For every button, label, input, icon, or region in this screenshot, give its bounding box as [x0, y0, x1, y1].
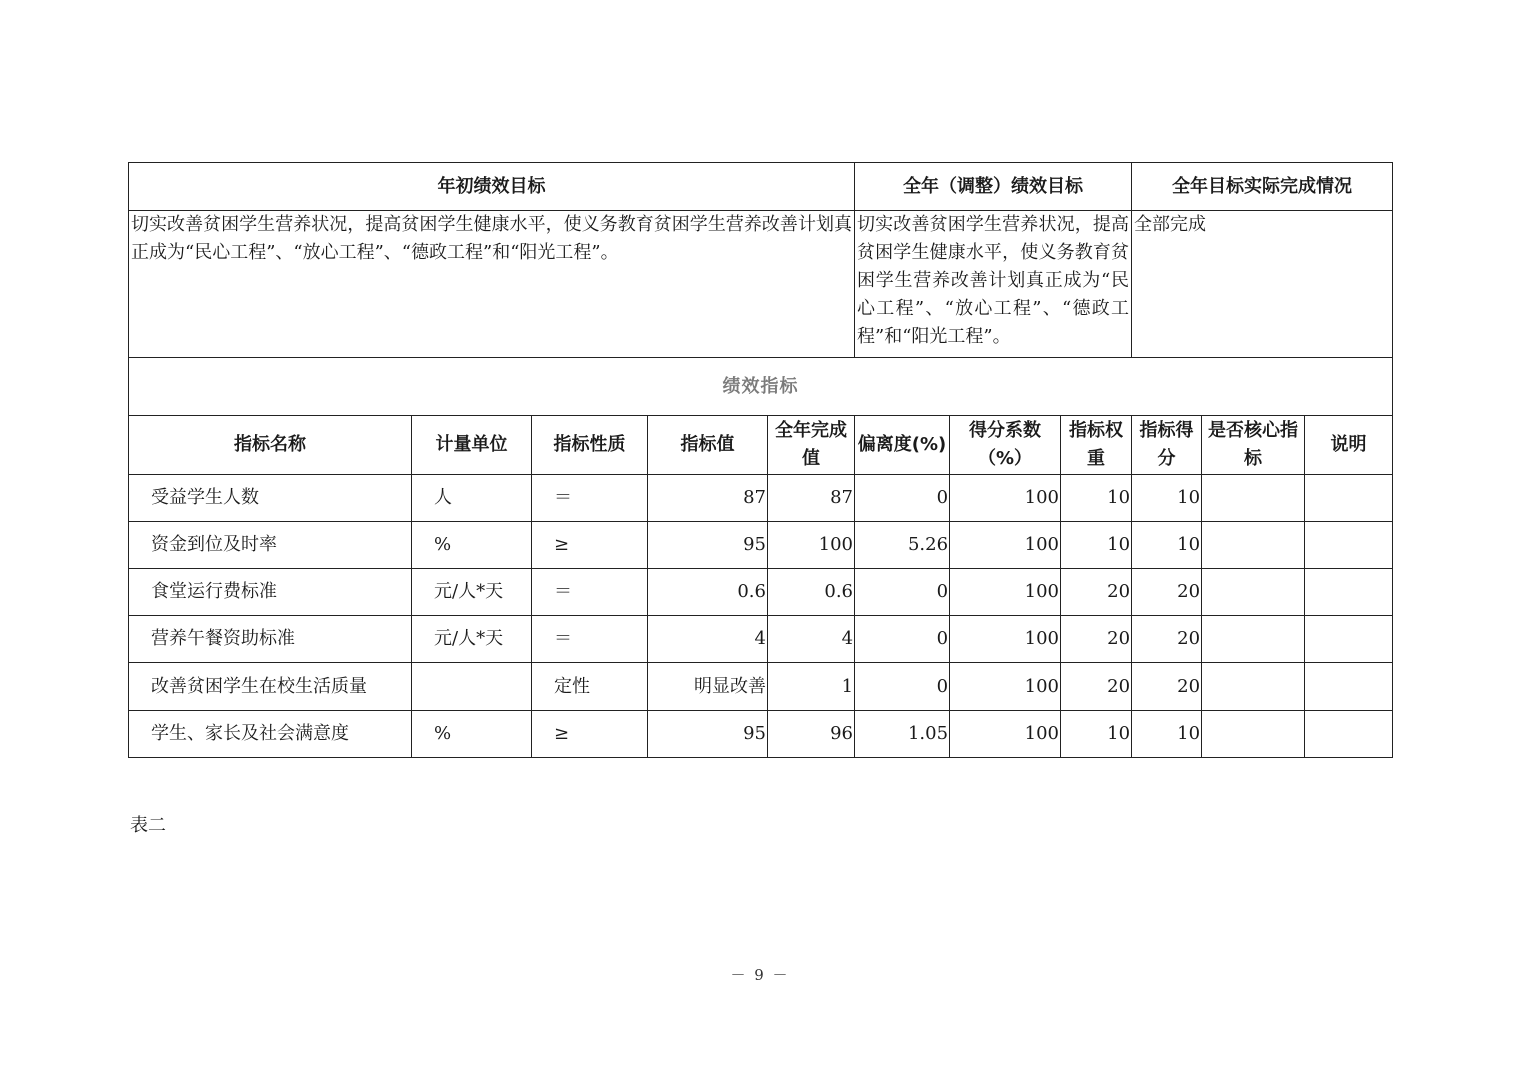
- row-weight: 20: [1061, 616, 1132, 663]
- row-deviation: 0: [855, 475, 950, 522]
- row-score: 20: [1132, 616, 1202, 663]
- row-note: [1305, 711, 1393, 758]
- table-row: [129, 711, 1393, 758]
- row-unit: 元/人*天: [412, 569, 532, 616]
- col-header-core: 是否核心指标: [1202, 416, 1305, 475]
- row-value: 明显改善: [648, 663, 768, 711]
- row-core: [1202, 663, 1305, 711]
- table-row: [129, 475, 1393, 522]
- row-completed: 87: [768, 475, 855, 522]
- row-core: [1202, 569, 1305, 616]
- page-number: － 9 －: [730, 966, 790, 984]
- col-header-note: 说明: [1305, 416, 1393, 475]
- row-unit: 人: [412, 475, 532, 522]
- row-deviation: 0: [855, 616, 950, 663]
- row-weight: 20: [1061, 569, 1132, 616]
- row-coefficient: 100: [950, 711, 1061, 758]
- table-row: [129, 663, 1393, 711]
- actual-completion-text: 全部完成: [1132, 211, 1393, 358]
- col-header-value: 指标值: [648, 416, 768, 475]
- col-header-coefficient: 得分系数（%）: [950, 416, 1061, 475]
- initial-goal-header: 年初绩效目标: [129, 163, 855, 211]
- adjusted-goal-header: 全年（调整）绩效目标: [855, 163, 1132, 211]
- row-score: 10: [1132, 475, 1202, 522]
- row-core: [1202, 711, 1305, 758]
- row-note: [1305, 522, 1393, 569]
- row-name: 食堂运行费标准: [129, 569, 412, 616]
- row-weight: 10: [1061, 475, 1132, 522]
- adjusted-goal-text: 切实改善贫困学生营养状况，提高贫困学生健康水平，使义务教育贫困学生营养改善计划真正成为“民心工程”、“放心工程”、“德政工程”和“阳光工程”。: [855, 211, 1132, 358]
- row-coefficient: 100: [950, 475, 1061, 522]
- row-completed: 100: [768, 522, 855, 569]
- col-header-weight: 指标权重: [1061, 416, 1132, 475]
- row-score: 20: [1132, 569, 1202, 616]
- row-value: 0.6: [648, 569, 768, 616]
- row-core: [1202, 475, 1305, 522]
- row-nature: 定性: [532, 663, 648, 711]
- row-deviation: 5.26: [855, 522, 950, 569]
- row-nature: ≥: [532, 711, 648, 758]
- initial-goal-text: 切实改善贫困学生营养状况，提高贫困学生健康水平，使义务教育贫困学生营养改善计划真正成为“民心工程”、“放心工程”、“德政工程”和“阳光工程”。: [129, 211, 855, 358]
- table-row: [129, 569, 1393, 616]
- table-row: [129, 616, 1393, 663]
- goals-content-row: [129, 211, 1393, 358]
- row-score: 20: [1132, 663, 1202, 711]
- row-name: 受益学生人数: [129, 475, 412, 522]
- col-header-unit: 计量单位: [412, 416, 532, 475]
- row-core: [1202, 616, 1305, 663]
- table-caption: 表二: [130, 815, 166, 836]
- row-unit: 元/人*天: [412, 616, 532, 663]
- row-coefficient: 100: [950, 616, 1061, 663]
- row-name: 学生、家长及社会满意度: [129, 711, 412, 758]
- row-name: 改善贫困学生在校生活质量: [129, 663, 412, 711]
- row-weight: 20: [1061, 663, 1132, 711]
- row-value: 4: [648, 616, 768, 663]
- row-deviation: 0: [855, 569, 950, 616]
- row-nature: ＝: [532, 569, 648, 616]
- row-completed: 1: [768, 663, 855, 711]
- row-coefficient: 100: [950, 663, 1061, 711]
- row-name: 营养午餐资助标准: [129, 616, 412, 663]
- section-title-row: [129, 358, 1393, 416]
- row-completed: 96: [768, 711, 855, 758]
- row-nature: ＝: [532, 475, 648, 522]
- row-unit: [412, 663, 532, 711]
- row-deviation: 1.05: [855, 711, 950, 758]
- row-coefficient: 100: [950, 522, 1061, 569]
- row-value: 87: [648, 475, 768, 522]
- row-core: [1202, 522, 1305, 569]
- row-value: 95: [648, 711, 768, 758]
- goals-header-row: [129, 163, 1393, 211]
- row-name: 资金到位及时率: [129, 522, 412, 569]
- indicators-section-title: 绩效指标: [129, 358, 1393, 416]
- row-note: [1305, 569, 1393, 616]
- row-note: [1305, 475, 1393, 522]
- row-unit: %: [412, 522, 532, 569]
- row-weight: 10: [1061, 522, 1132, 569]
- row-completed: 0.6: [768, 569, 855, 616]
- row-deviation: 0: [855, 663, 950, 711]
- row-nature: ＝: [532, 616, 648, 663]
- row-completed: 4: [768, 616, 855, 663]
- actual-completion-header: 全年目标实际完成情况: [1132, 163, 1393, 211]
- row-value: 95: [648, 522, 768, 569]
- row-coefficient: 100: [950, 569, 1061, 616]
- row-unit: %: [412, 711, 532, 758]
- col-header-name: 指标名称: [129, 416, 412, 475]
- col-header-deviation: 偏离度(%): [855, 416, 950, 475]
- row-nature: ≥: [532, 522, 648, 569]
- column-header-row: [129, 416, 1393, 475]
- col-header-score: 指标得分: [1132, 416, 1202, 475]
- row-weight: 10: [1061, 711, 1132, 758]
- performance-table: [128, 162, 1393, 758]
- row-score: 10: [1132, 711, 1202, 758]
- table-row: [129, 522, 1393, 569]
- col-header-nature: 指标性质: [532, 416, 648, 475]
- row-note: [1305, 663, 1393, 711]
- row-note: [1305, 616, 1393, 663]
- row-score: 10: [1132, 522, 1202, 569]
- col-header-completed: 全年完成值: [768, 416, 855, 475]
